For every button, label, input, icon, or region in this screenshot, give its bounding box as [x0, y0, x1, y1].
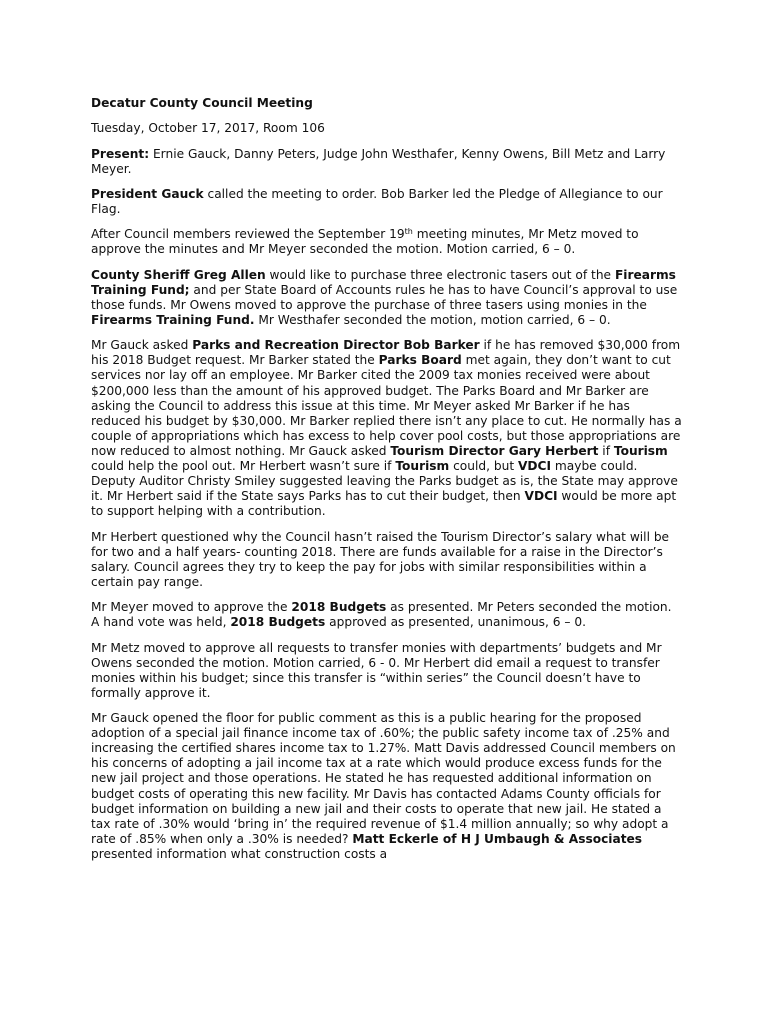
- call-to-order-paragraph: President Gauck called the meeting to order. Bob Barker led the Pledge of Allegiance to our Flag.: [91, 186, 663, 217]
- attendees-paragraph: Present: Ernie Gauck, Danny Peters, Judge John Westhafer, Kenny Owens, Bill Metz and Larry Meyer.: [91, 146, 666, 176]
- tourism-salary-paragraph: Mr Herbert questioned why the Council hasn’t raised the Tourism Director’s salary what will be for two and a half years- counting 2018. There are funds available for a raise in the Director’s salary. Council agrees they try to keep the pay for jobs with similar responsibilities within a certain pay range.: [91, 529, 670, 589]
- minutes-text: [91, 96, 683, 872]
- transfers-paragraph: Mr Metz moved to approve all requests to transfer monies with departments’ budgets and Mr Owens seconded the motion. Motion carried, 6 - 0. Mr Herbert did email a request to transfer monies within his budget; since this transfer is “within series” the Council doesn’t have to formally approve it.: [91, 640, 662, 700]
- meeting-date: Tuesday, October 17, 2017, Room 106: [91, 121, 325, 136]
- parks-budget-paragraph: Mr Gauck asked Parks and Recreation Director Bob Barker if he has removed $30,000 from his 2018 Budget request. Mr Barker stated the Parks Board met again, they don’t want to cut services nor lay off an employee. Mr Barker cited the 2009 tax monies received were about $200,000 less than the amount of his approved budget. The Parks Board and Mr Barker are asking the Council to address this issue at this time. Mr Meyer asked Mr Barker if he has reduced his budget by $30,000. Mr Barker replied there isn’t any place to cut. He normally has a couple of appropriations which has excess to help cover pool costs, but those appropriations are now reduced to almost nothing. Mr Gauck asked Tourism Director Gary Herbert if Tourism could help the pool out. Mr Herbert wasn’t sure if Tourism could, but VDCI maybe could. Deputy Auditor Christy Smiley suggested leaving the Parks budget as is, the State may approve it. Mr Herbert said if the State says Parks has to cut their budget, then VDCI would be more apt to support helping with a contribution.: [91, 338, 682, 519]
- document-title: Decatur County Council Meeting: [91, 96, 313, 110]
- sheriff-tasers-paragraph: County Sheriff Greg Allen would like to purchase three electronic tasers out of the Firearms Training Fund; and per State Board of Accounts rules he has to have Council’s approval to use those funds. Mr Owens moved to approve the purchase of three tasers using monies in the Firearms Training Fund. Mr Westhafer seconded the motion, motion carried, 6 – 0.: [91, 267, 678, 327]
- budgets-approval-paragraph: Mr Meyer moved to approve the 2018 Budgets as presented. Mr Peters seconded the motion. A hand vote was held, 2018 Budgets approved as presented, unanimous, 6 – 0.: [91, 600, 672, 630]
- public-hearing-paragraph: Mr Gauck opened the floor for public comment as this is a public hearing for the proposed adoption of a special jail finance income tax of .60%; the public safety income tax of .25% and increasing the certified shares income tax to 1.27%. Matt Davis addressed Council members on his concerns of adopting a jail income tax at a rate which would produce excess funds for the new jail project and those operations. He stated he has requested additional information on budget costs of operating this new facility. Mr Davis has contacted Adams County officials for budget information on building a new jail and their costs to operate that new jail. He stated a tax rate of .30% would ‘bring in’ the required revenue of $1.4 million annually; so why adopt a rate of .85% when only a .30% is needed? Matt Eckerle of H J Umbaugh & Associates presented information what construction costs a: [91, 711, 676, 861]
- minutes-approval-paragraph: After Council members reviewed the September 19th meeting minutes, Mr Metz moved to approve the minutes and Mr Meyer seconded the motion. Motion carried, 6 – 0.: [91, 227, 639, 257]
